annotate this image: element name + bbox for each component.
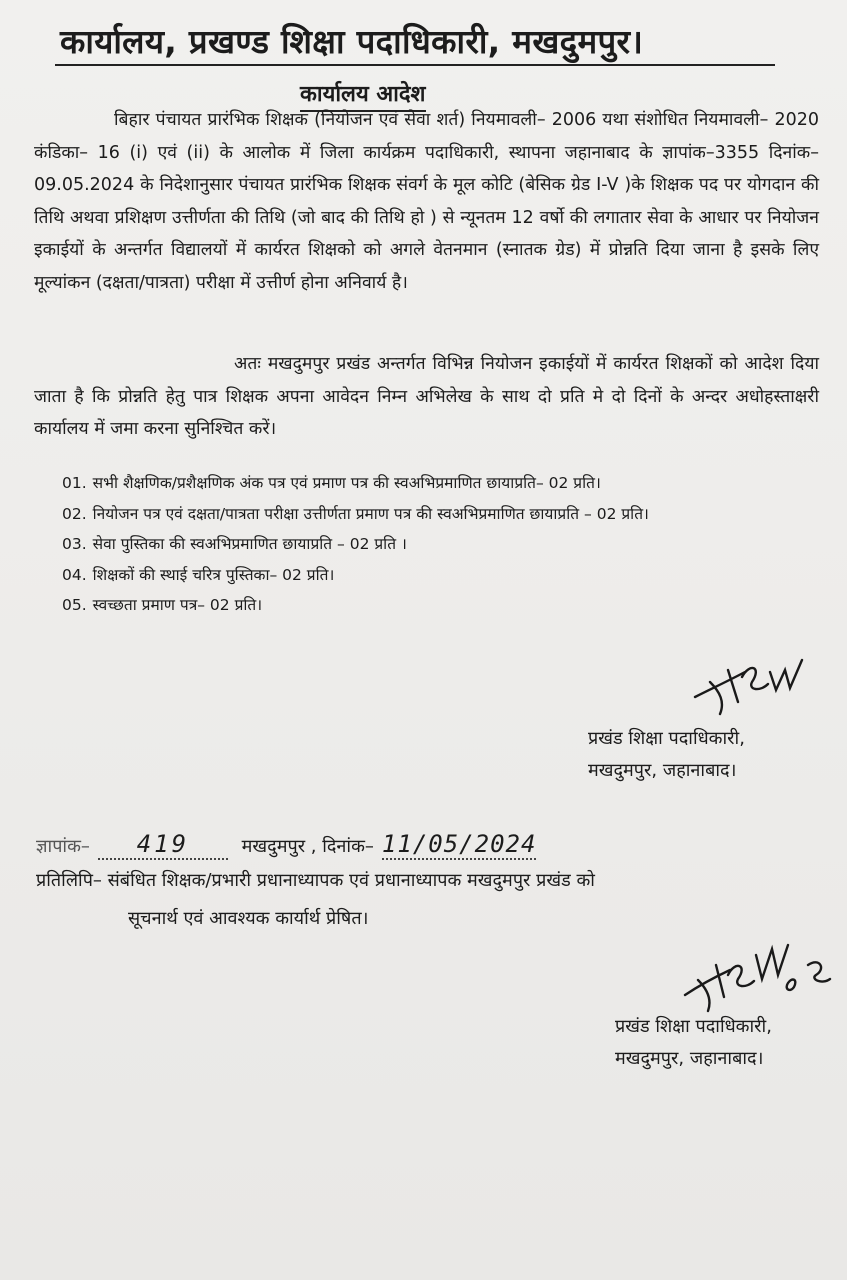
- memo-number: 419: [98, 830, 228, 860]
- list-item-text: स्वच्छता प्रमाण पत्र– 02 प्रति।: [92, 596, 263, 614]
- handwritten-signature-1: [690, 642, 820, 722]
- memo-date: 11/05/2024: [381, 830, 537, 858]
- designation-place: मखदुमपुर, जहानाबाद।: [615, 1048, 764, 1069]
- list-item: [62, 499, 822, 530]
- memo-number-label: ज्ञापांक–: [36, 836, 90, 857]
- officer-designation-1: [588, 723, 745, 787]
- handwritten-signature-2: [680, 935, 840, 1015]
- list-item-text: शिक्षकों की स्थाई चरित्र पुस्तिका– 02 प्रति।: [92, 565, 335, 584]
- memo-line: [36, 830, 536, 860]
- designation-title: प्रखंड शिक्षा पदाधिकारी,: [615, 1016, 772, 1037]
- order-paragraph-1: बिहार पंचायत प्रारंभिक शिक्षक (नियोजन एवं सेवा शर्त) नियमावली– 2006 यथा संशोधित नियमावली– 2020 कंडिका– 16 (i) एवं (ii) के आलोक में जिला कार्यक्रम पदाधिकारी, स्थापना जहानाबाद के ज्ञापांक–3355 दिनांक–09.05.2024 के निदेशानुसार पंचायत प्रारंभिक शिक्षक संवर्ग के मूल कोटि (बेसिक ग्रेड I-V )के शिक्षक पद पर योगदान की तिथि अथवा प्रशिक्षण उत्तीर्णता की तिथि (जो बाद की तिथि हो ) से न्यूनतम 12 वर्षो की लगातार सेवा के आधार पर नियोजन इकाईयों के अन्तर्गत विद्यालयों में कार्यरत शिक्षको को अगले वेतनमान (स्नातक ग्रेड) में प्रोन्नति दिया जाना है इसके लिए मूल्यांकन (दक्षता/पात्रता) परीक्षा में उत्तीर्ण होना अनिवार्य है।: [34, 110, 819, 293]
- list-item: [62, 590, 822, 621]
- memo-place-date-label: मखदुमपुर , दिनांक–: [241, 836, 374, 857]
- required-documents-list: [62, 468, 822, 621]
- list-item-number: 05.: [62, 596, 87, 614]
- copy-to-line-2: सूचनार्थ एवं आवश्यक कार्यार्थ प्रेषित।: [128, 908, 369, 929]
- list-item-number: 02.: [62, 504, 87, 523]
- list-item-text: सेवा पुस्तिका की स्वअभिप्रमाणित छायाप्रति – 02 प्रति ।: [92, 535, 407, 553]
- title-underline: [55, 64, 775, 66]
- page-title: कार्यालय, प्रखण्ड शिक्षा पदाधिकारी, मखदुमपुर।: [60, 22, 644, 61]
- order-paragraph-2: अतः मखदुमपुर प्रखंड अन्तर्गत विभिन्न नियोजन इकाईयों में कार्यरत शिक्षकों को आदेश दिया जाता है कि प्रोन्नति हेतु पात्र शिक्षक अपना आवेदन निम्न अभिलेख के साथ दो प्रति मे दो दिनों के अन्दर अधोहस्ताक्षरी कार्यालय में जमा करना सुनिश्चित करें।: [34, 354, 819, 440]
- list-item-number: 04.: [62, 565, 87, 584]
- officer-designation-2: [615, 1011, 772, 1075]
- list-item: [62, 560, 822, 591]
- list-item: [62, 529, 822, 560]
- list-item: [62, 468, 822, 499]
- list-item-text: सभी शैक्षणिक/प्रशैक्षणिक अंक पत्र एवं प्रमाण पत्र की स्वअभिप्रमाणित छायाप्रति– 02 प्रति।: [92, 474, 601, 492]
- copy-to-section: [36, 862, 816, 938]
- designation-title: प्रखंड शिक्षा पदाधिकारी,: [588, 728, 745, 749]
- document-subtitle: कार्यालय आदेश: [300, 78, 426, 112]
- designation-place: मखदुमपुर, जहानाबाद।: [588, 760, 737, 781]
- list-item-number: 01.: [62, 474, 87, 492]
- list-item-number: 03.: [62, 535, 87, 553]
- copy-to-line-1: प्रतिलिपि– संबंधित शिक्षक/प्रभारी प्रधानाध्यापक एवं प्रधानाध्यापक मखदुमपुर प्रखंड को: [36, 870, 595, 891]
- list-item-text: नियोजन पत्र एवं दक्षता/पात्रता परीक्षा उत्तीर्णता प्रमाण पत्र की स्वअभिप्रमाणित छायाप्रति – 02 प्रति।: [92, 504, 649, 523]
